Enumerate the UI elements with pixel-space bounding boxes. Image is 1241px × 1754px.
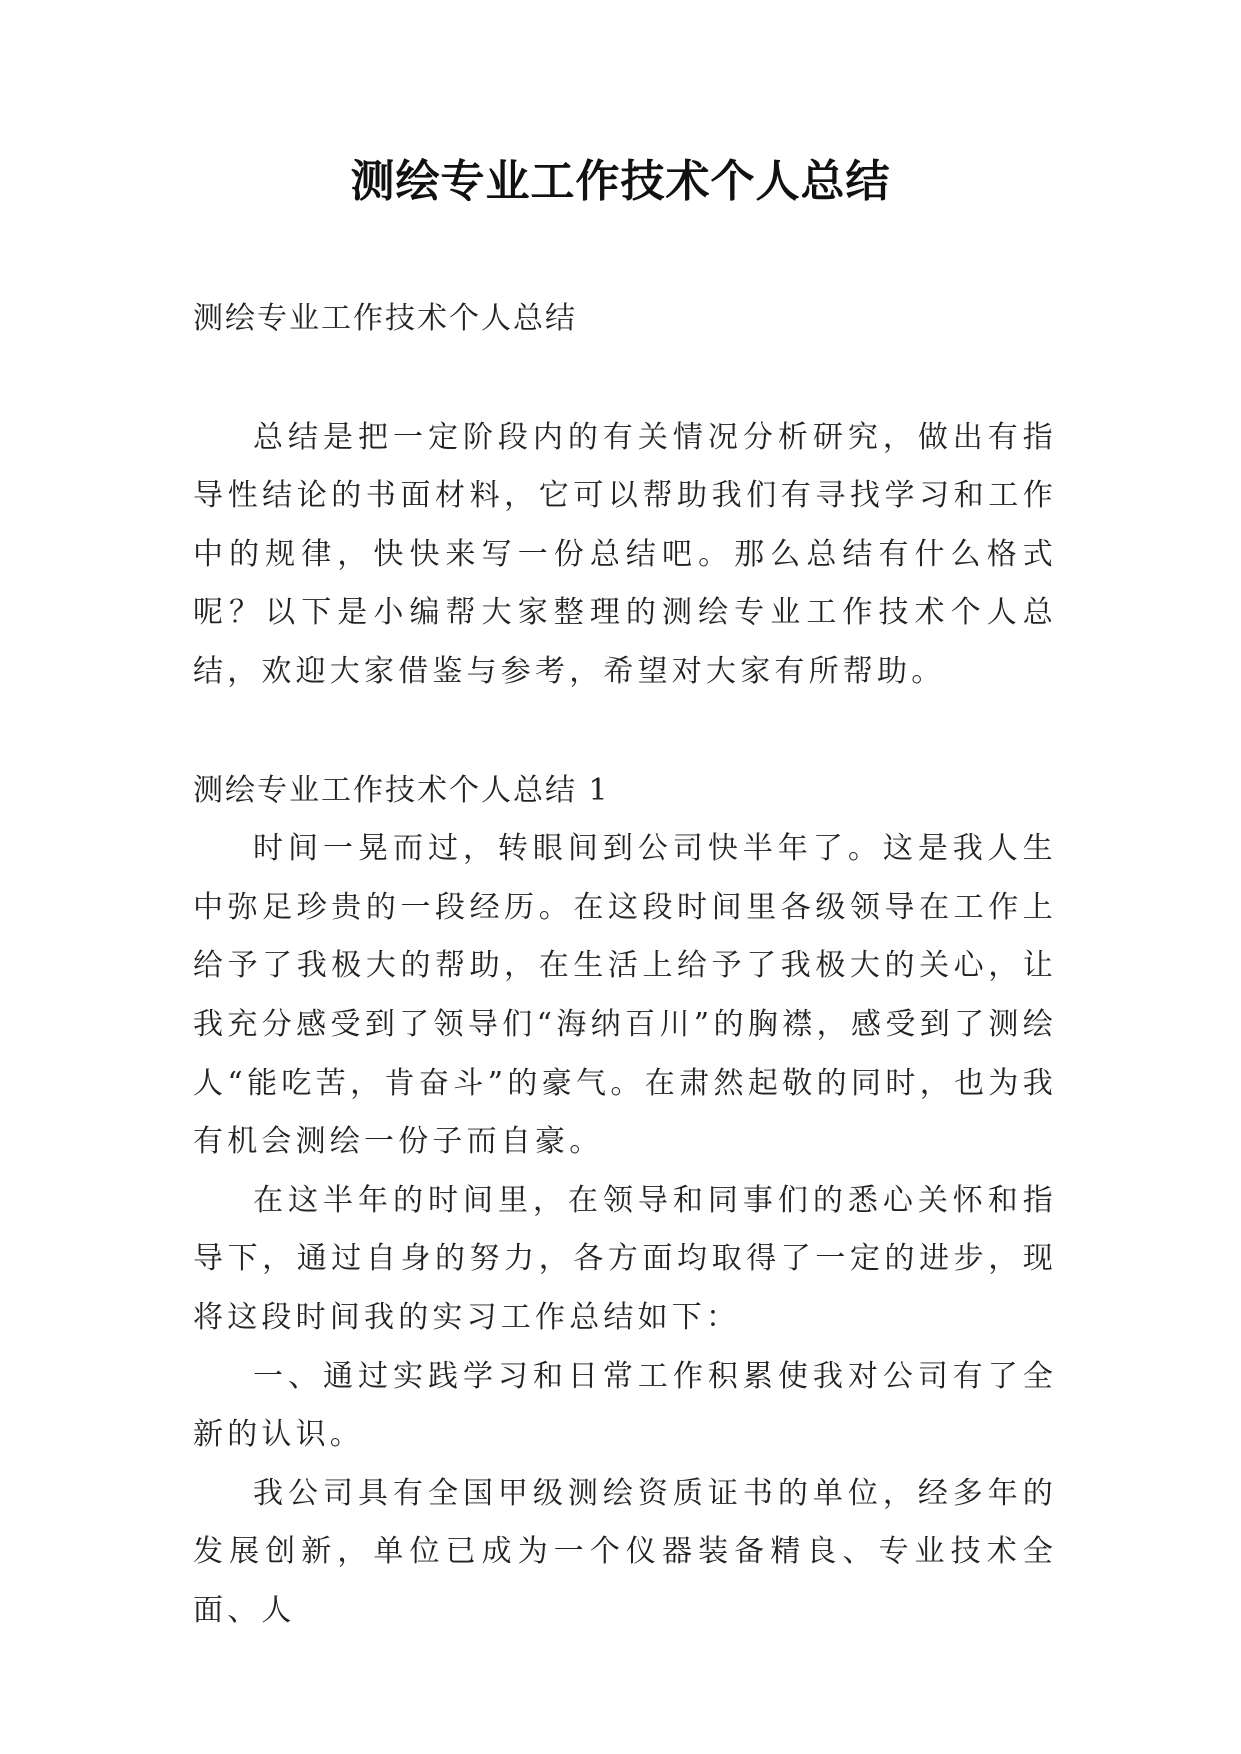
document-body (193, 290, 1057, 1640)
body-paragraph: 我公司具有全国甲级测绘资质证书的单位，经多年的发展创新，单位已成为一个仪器装备精良、专业技术全面、人 (193, 1475, 1057, 1628)
intro-paragraph: 总结是把一定阶段内的有关情况分析研究，做出有指导性结论的书面材料，它可以帮助我们有寻找学习和工作中的规律，快快来写一份总结吧。那么总结有什么格式呢？以下是小编帮大家整理的测绘专业工作技术个人总结，欢迎大家借鉴与参考，希望对大家有所帮助。 (193, 419, 1057, 689)
body-paragraph: 时间一晃而过，转眼间到公司快半年了。这是我人生中弥足珍贵的一段经历。在这段时间里各级领导在工作上给予了我极大的帮助，在生活上给予了我极大的关心，让我充分感受到了领导们“海纳百川”的胸襟，感受到了测绘人“能吃苦，肯奋斗”的豪气。在肃然起敬的同时，也为我有机会测绘一份子而自豪。 (193, 831, 1057, 1160)
spacer (193, 702, 1057, 762)
spacer (193, 349, 1057, 409)
document-subtitle: 测绘专业工作技术个人总结 (193, 301, 577, 336)
body-paragraph: 一、通过实践学习和日常工作积累使我对公司有了全新的认识。 (193, 1358, 1057, 1453)
document-title: 测绘专业工作技术个人总结 (350, 156, 891, 207)
body-paragraph: 在这半年的时间里，在领导和同事们的悉心关怀和指导下，通过自身的努力，各方面均取得了一定的进步，现将这段时间我的实习工作总结如下： (193, 1182, 1057, 1335)
section-heading: 测绘专业工作技术个人总结 1 (193, 772, 610, 808)
